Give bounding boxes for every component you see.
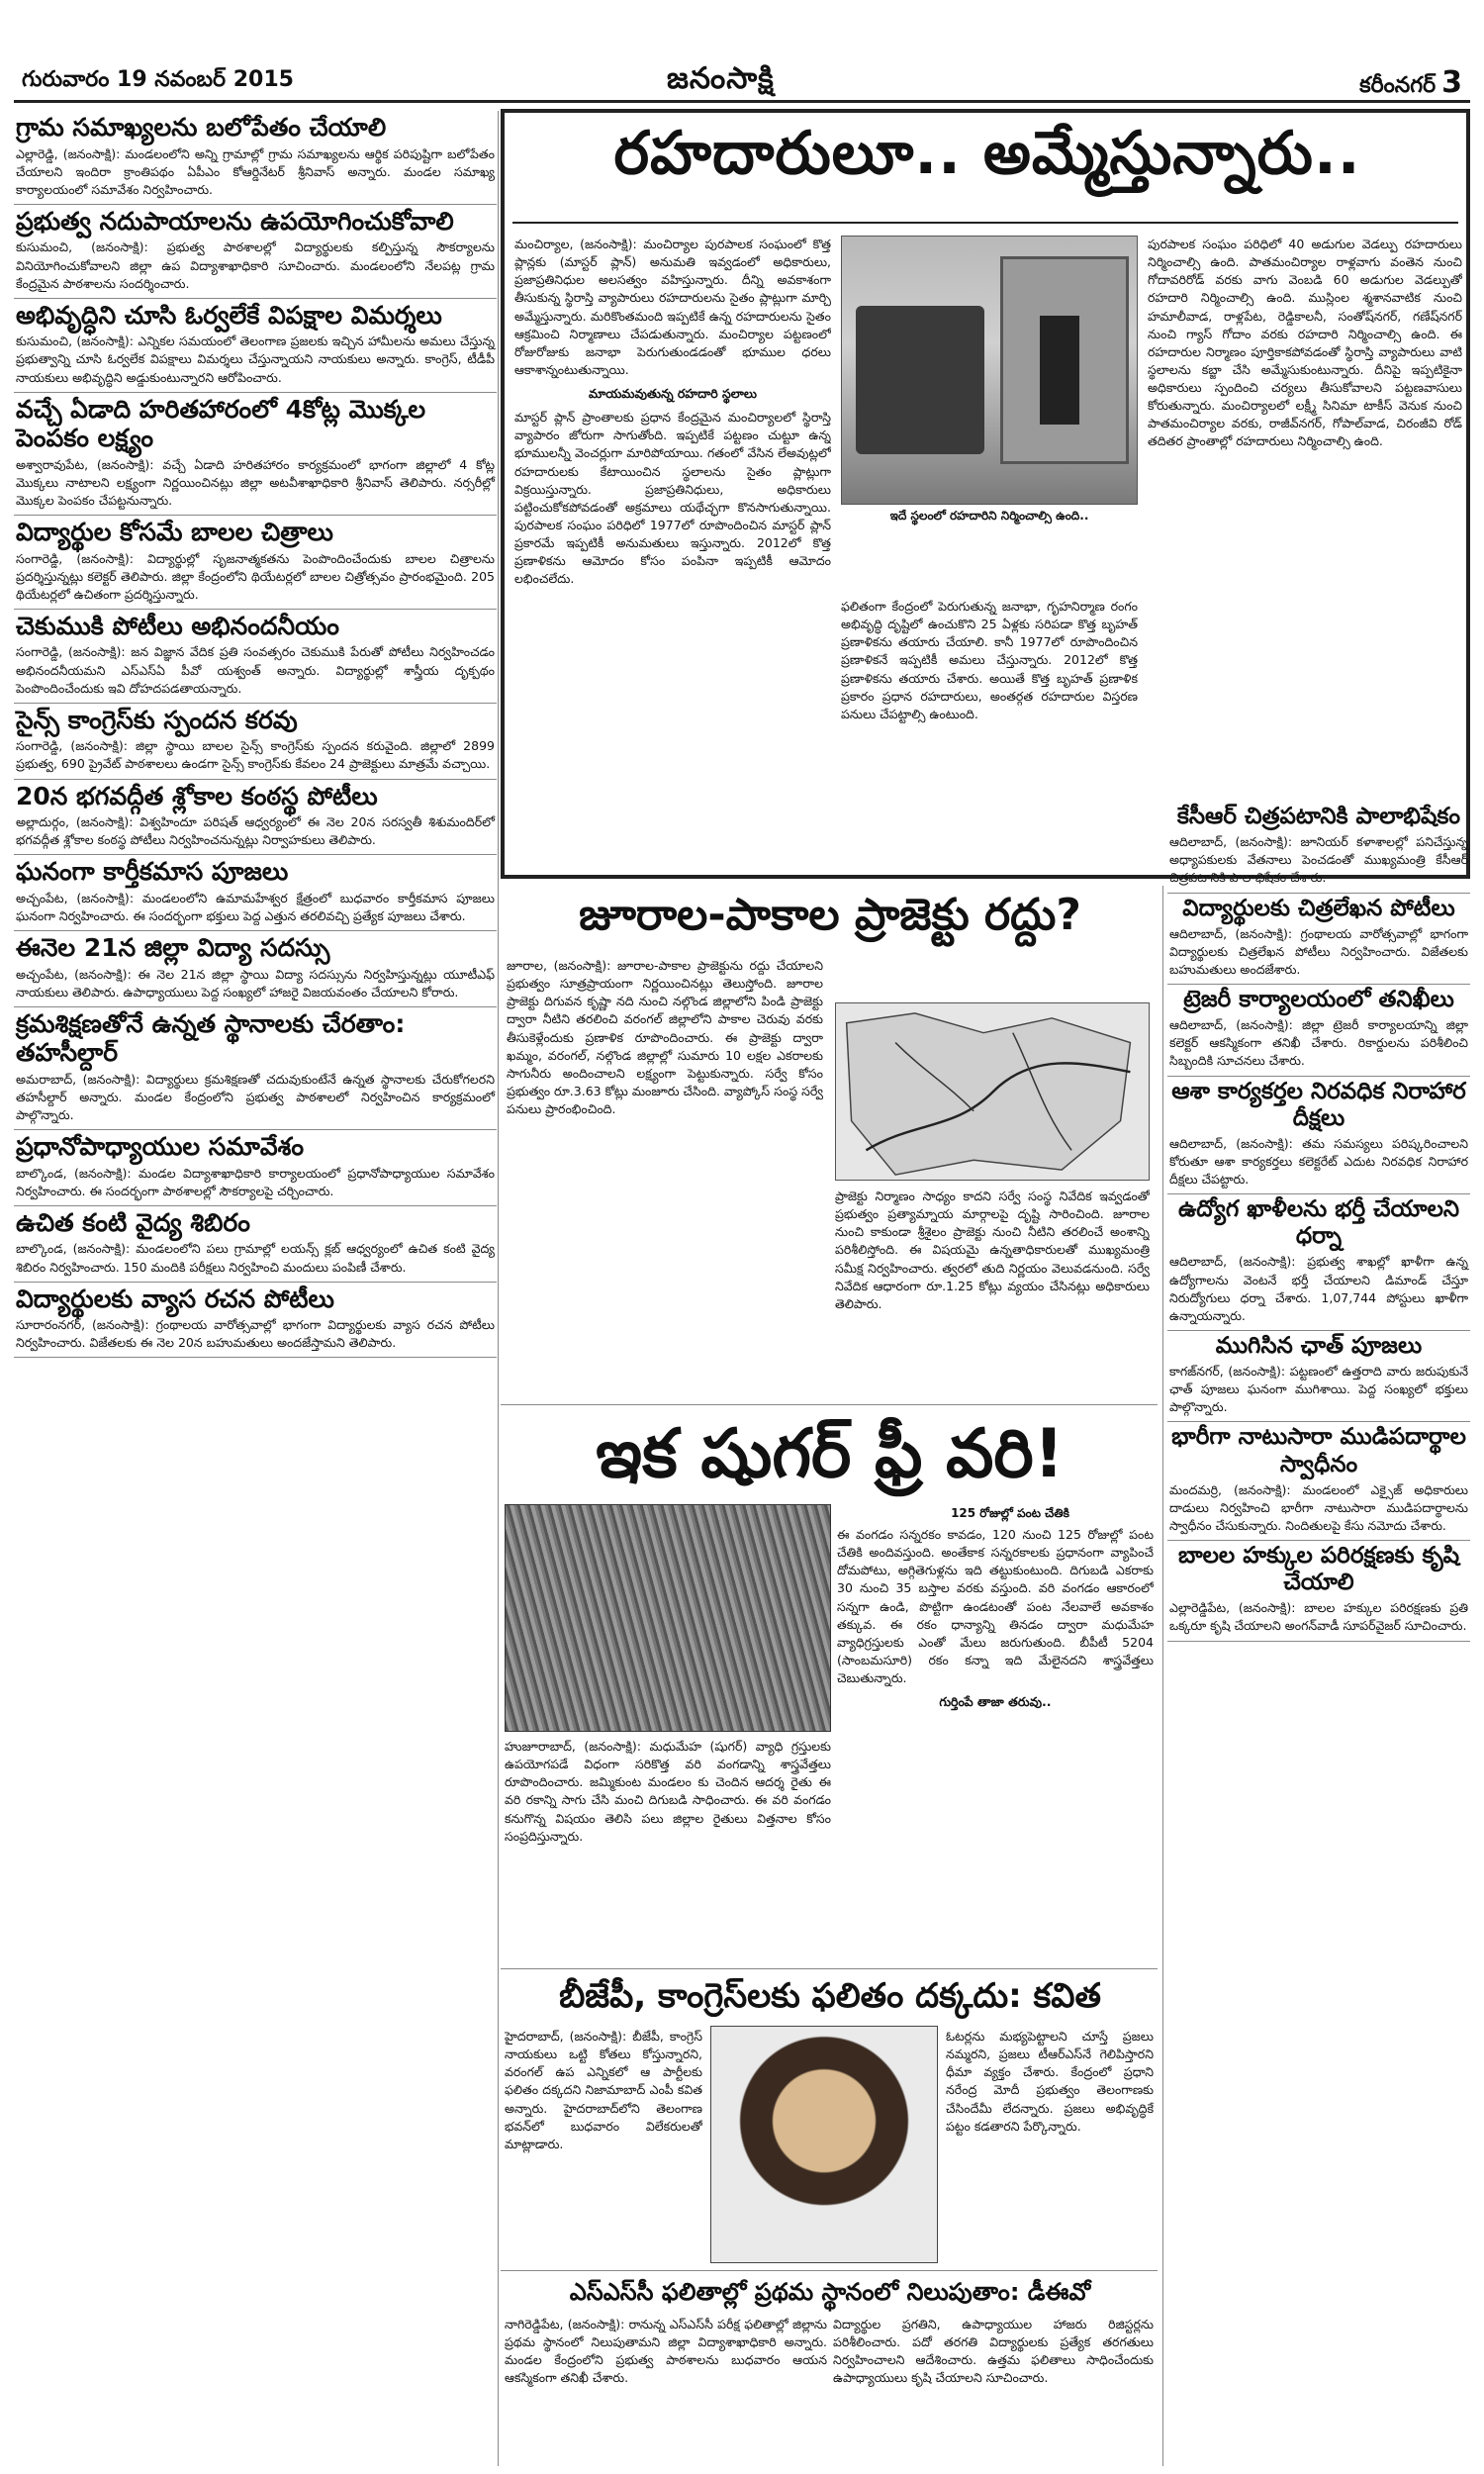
brief-body: అల్లాదుర్గం, (జనంసాక్షి): విశ్వహిందూ పరిషత్ ఆధ్వర్యంలో ఈ నెల 20న సరస్వతీ శిశుమందిర్‌లో భగవద్గీత శ్లోకాల కంఠస్థ పోటీలు నిర్వహించనున్నట్లు నిర్వాహకులు తెలిపారు. — [16, 814, 495, 848]
brief-body: అశ్వారావుపేట, (జనంసాక్షి): వచ్చే ఏడాది హరితహారం కార్యక్రమంలో భాగంగా జిల్లాలో 4 కోట్ల మొక్కలు నాటాలని లక్ష్యంగా నిర్ణయించినట్లు జిల్లా అటవీశాఖాధికారి శ్రీనివాస్ తెలిపారు. నర్సరీల్లో మొక్కల పెంపకం చేపట్టనున్నారు. — [16, 456, 495, 508]
jurala-map — [835, 1002, 1150, 1181]
kavitha-headline: బీజేపీ, కాంగ్రెస్‌లకు ఫలితం దక్కదు: కవిత — [559, 1976, 1101, 2016]
news-brief — [14, 393, 497, 516]
brief-headline: క్రమశిక్షణతోనే ఉన్నత స్థానాలకు చేరతాం: తహసీల్దార్ — [16, 1008, 406, 1068]
sugar-body-1: ఈ వంగడం సన్నరకం కావడం, 120 నుంచి 125 రోజుల్లో పంట చేతికి అందివస్తుంది. అంతేకాక సన్నరకాలకు ప్రధానంగా వ్యాపించే దోమపోటు, అగ్గితెగుళ్లను ఇది తట్టుకుంటుంది. దిగుబడి ఎకరాకు 30 నుంచి 35 బస్తాల వరకు వస్తుంది. వరి వంగడం ఆకారంలో సన్నగా ఉండి, పొట్టిగా ఉండటంతో పంట నేలవాలే అవకాశం తక్కువ. ఈ రకం ధాన్యాన్ని తినడం ద్వారా మధుమేహ వ్యాధిగ్రస్తులకు ఎంతో మేలు జరుగుతుంది. బీపీటీ 5204 (సాంబమసూరి) రకం కన్నా ఇది మేలైనదని శాస్త్రవేత్తలు చెబుతున్నారు. — [837, 1527, 1154, 1685]
brief-headline: ప్రభుత్వ నదుపాయాలను ఉపయోగించుకోవాలి — [16, 206, 454, 236]
news-brief — [1167, 1331, 1470, 1423]
brief-body: ఆదిలాబాద్, (జనంసాక్షి): తమ సమస్యలు పరిష్కరించాలని కోరుతూ ఆశా కార్యకర్తలు కలెక్టరేట్ ఎదుట నిరవధిక నిరాహార దీక్షలు చేపట్టారు. — [1169, 1135, 1468, 1187]
news-brief — [14, 931, 497, 1007]
jurala-article — [501, 886, 1158, 1405]
ssc-headline: ఎస్ఎస్‌సీ ఫలితాల్లో ప్రథమ స్థానంలో నిలుపుతాం: డీఈవో — [569, 2278, 1091, 2306]
news-brief — [1167, 802, 1470, 894]
rice-field-photo — [505, 1504, 831, 1732]
brief-body: అచ్చంపేట, (జనంసాక్షి): ఈ నెల 21న జిల్లా స్థాయి విద్యా సదస్సును నిర్వహిస్తున్నట్లు యూటీఎఫ్ నాయకులు తెలిపారు. ఉపాధ్యాయులు పెద్ద సంఖ్యలో హాజరై విజయవంతం చేయాలని కోరారు. — [16, 966, 495, 999]
door-shape — [1040, 316, 1079, 425]
map-graphic — [836, 1003, 1149, 1180]
brief-headline: చెకుముకి పోటీలు అభినందనీయం — [16, 611, 339, 640]
kavitha-text-1: హైదరాబాద్, (జనంసాక్షి): బీజేపీ, కాంగ్రెస్ నాయకులు ఒట్టి కోతలు కోస్తున్నారని, వరంగల్ ఉప ఎన్నికలో ఆ పార్టీలకు ఫలితం దక్కదని నిజామాబాద్ ఎంపీ కవిత అన్నారు. హైదరాబాద్‌లోని తెలంగాణ భవన్‌లో బుధవారం విలేకరులతో మాట్లాడారు. — [505, 2029, 702, 2151]
news-brief — [14, 704, 497, 780]
left-news-column — [14, 111, 497, 2466]
jurala-text-1: జూరాల, (జనంసాక్షి): జూరాల-పాకాల ప్రాజెక్టును రద్దు చేయాలని ప్రభుత్వం సూత్రప్రాయంగా నిర్ణయించినట్లు తెలుస్తోంది. జూరాల ప్రాజెక్టు దిగువన కృష్ణా నది నుంచి నల్గొండ జిల్లాలోని పిండి ప్రాజెక్టు ద్వారా నీటిని తరలించి వరంగల్ జిల్లాలోని పాకాల చెరువు వరకు తీసుకెళ్లేందుకు ప్రణాళిక రూపొందించారు. ఈ ప్రాజెక్టు ద్వారా ఖమ్మం, వరంగల్, నల్గొండ జిల్లాల్లో సుమారు 10 లక్షల ఎకరాలకు సాగునీరు అందించాలని లక్ష్యంగా పెట్టుకున్నారు. సర్వే కోసం ప్రభుత్వం రూ.3.63 కోట్లు మంజూరు చేసింది. వ్యాప్కోస్ సంస్థ సర్వే పనులు ప్రారంభించింది. — [507, 958, 823, 1116]
tractor-shape — [856, 306, 984, 454]
brief-headline: ఈనెల 21న జిల్లా విద్యా సదస్సు — [16, 933, 330, 962]
brief-body: కాగజ్‌నగర్, (జనంసాక్షి): పట్టణంలో ఉత్తరాది వారు జరుపుకునే ఛాత్ పూజలు ఘనంగా ముగిశాయి. పెద్ద సంఖ్యలో భక్తులు పాల్గొన్నారు. — [1169, 1364, 1468, 1415]
top-story-text-3: పురపాలక సంఘం పరిధిలో 40 అడుగుల వెడల్పు రహదారులు నిర్మించాల్సి ఉంది. పాతమంచిర్యాల రాళ్లవాగు వంతెన నుంచి గోదావరిరోడ్ వరకు వాగు వెంబడి 60 అడుగుల వెడల్పుతో రహదారి నిర్మించాల్సి ఉంది. ముస్లింల శ్మశానవాటిక నుంచి హమాలీవాడ, రాళ్లపేట, రెడ్డికాలనీ, సంతోష్‌నగర్, గణేష్‌నగర్ నుంచి గ్యాస్ గోదాం వరకు రహదారి నిర్మించాల్సి ఉంది. ఈ రహదారుల నిర్మాణం పూర్తికాకపోవడంతో స్థిరాస్తి వ్యాపారులు వాటి స్థలాలను కబ్జా చేసి అమ్మేసుకుంటున్నారు. దీనిపై ఇప్పటికైనా అధికారులు స్పందించి చర్యలు తీసుకోవాలని పట్టణవాసులు కోరుతున్నారు. మంచిర్యాలలో లక్ష్మీ సినిమా టాకీస్ వెనుక నుంచి పాతమంచిర్యాల వరకు, రాజీవ్‌నగర్, గోపాల్‌వాడ, చిరంజీవి రోడ్ తదితర ప్రాంతాల్లో రహదారులు నిర్మించాల్సి ఉంది. — [1148, 237, 1462, 449]
brief-body: ఆదిలాబాద్, (జనంసాక్షి): జిల్లా ట్రెజరీ కార్యాలయాన్ని జిల్లా కలెక్టర్ ఆకస్మికంగా తనిఖీ చేశారు. రికార్డులను పరిశీలించి సిబ్బందికి సూచనలు చేశారు. — [1169, 1017, 1468, 1069]
news-brief — [1167, 1077, 1470, 1195]
column-divider — [1162, 886, 1163, 2466]
news-brief — [1167, 1194, 1470, 1331]
brief-body: ఎల్లారెడ్డి, (జనంసాక్షి): మండలంలోని అన్ని గ్రామాల్లో గ్రామ సమాఖ్యలను ఆర్థిక పరిపుష్టిగా బలోపేతం చేయాలని ఇందిరా క్రాంతిపథం ఏపీఎం కోఆర్డినేటర్ శ్రీనివాస్ అన్నారు. మండల సమాఖ్య కార్యాలయంలో సమావేశం నిర్వహించారు. — [16, 145, 495, 197]
brief-body: ఆదిలాబాద్, (జనంసాక్షి): గ్రంథాలయ వారోత్సవాల్లో భాగంగా విద్యార్థులకు చిత్రలేఖన పోటీలు నిర్వహించారు. విజేతలకు బహుమతులు అందజేశారు. — [1169, 925, 1468, 977]
brief-headline: విద్యార్థుల కోసమే బాలల చిత్రాలు — [16, 518, 333, 546]
news-brief — [14, 111, 497, 205]
jurala-headline: జూరాల-పాకాల ప్రాజెక్టు రద్దు? — [579, 890, 1081, 940]
brief-headline: ఘనంగా కార్తీకమాస పూజలు — [16, 857, 289, 887]
brief-body: బాల్కొండ, (జనంసాక్షి): మండల విద్యాశాఖాధికారి కార్యాలయంలో ప్రధానోపాధ్యాయుల సమావేశం నిర్వహించారు. ఈ సందర్భంగా పాఠశాలల్లో సౌకర్యాలపై చర్చించారు. — [16, 1165, 495, 1198]
brief-headline: భారీగా నాటుసారా ముడిపదార్థాల స్వాధీనం — [1171, 1424, 1466, 1477]
ssc-article — [501, 2276, 1158, 2466]
brief-headline: ట్రెజరీ కార్యాలయంలో తనిఖీలు — [1183, 987, 1454, 1012]
brief-body: సంగారెడ్డి, (జనంసాక్షి): విద్యార్థుల్లో సృజనాత్మకతను పెంపొందించేందుకు బాలల చిత్రాలను ప్రదర్శిస్తున్నట్లు కలెక్టర్ తెలిపారు. జిల్లా కేంద్రంలోని థియేటర్లలో బాలల చిత్రోత్సవం ప్రారంభమైంది. 205 థియేటర్లలో ఉచితంగా ప్రదర్శిస్తున్నారు. — [16, 550, 495, 602]
top-story-photo-caption: ఇదే స్థలంలో రహదారిని నిర్మించాల్సి ఉంది.. — [889, 509, 1089, 523]
top-story-text-1b: మాస్టర్ ప్లాన్ ప్రాంతాలకు ప్రధాన కేంద్రమైన మంచిర్యాలలో స్థిరాస్తి వ్యాపారం జోరుగా సాగుతోంది. ఇప్పటికే పట్టణం చుట్టూ ఉన్న భూములన్నీ వెంచర్లుగా మారిపోయాయి. గతంలో వేసిన లేఅవుట్లలో రహదారులకు కేటాయించిన స్థలాలను సైతం ప్లాట్లుగా విక్రయిస్తున్నారు. ప్రజాప్రతినిధులు, అధికారులు పట్టించుకోకపోవడంతో అక్రమాలు యథేచ్ఛగా కొనసాగుతున్నాయి. పురపాలక సంఘం పరిధిలో 1977లో రూపొందించిన మాస్టర్ ప్లాన్ ప్రకారమే ఇప్పటికీ అనుమతులు ఇస్తున్నారు. 2012లో కొత్త ప్రణాళికను ఆమోదం కోసం పంపినా ఇప్పటికీ ఆమోదం లభించలేదు. — [514, 410, 831, 587]
brief-body: కుసుమంచి, (జనంసాక్షి): ఎన్నికల సమయంలో తెలంగాణ ప్రజలకు ఇచ్చిన హామీలను అమలు చేస్తున్న ప్రభుత్వాన్ని చూసి ఓర్వలేక విపక్షాలు విమర్శలు చేస్తున్నాయని నాయకులు అన్నారు. కాంగ్రెస్, టీడీపీ నాయకులు అభివృద్ధిని అడ్డుకుంటున్నారని ఆరోపించారు. — [16, 333, 495, 385]
sugar-text-1 — [837, 1526, 1154, 1961]
brief-headline: అభివృద్ధిని చూసి ఓర్వలేకే విపక్షాల విమర్శలు — [16, 300, 442, 330]
brief-headline: కేసీఆర్ చిత్రపటానికి పాలాభిషేకం — [1176, 804, 1461, 829]
news-brief — [1167, 985, 1470, 1077]
ssc-text-2: విద్యార్థుల ప్రగతిని, ఉపాధ్యాయుల హాజరు రిజిస్టర్లను పరిశీలించారు. పదో తరగతి విద్యార్థులకు ప్రత్యేక తరగతులు నిర్వహించాలని ఆదేశించారు. ఉత్తమ ఫలితాలు సాధించేందుకు ఉపాధ్యాయులు కృషి చేయాలని సూచించారు. — [833, 2317, 1154, 2386]
kavitha-text-2: ఓటర్లను మభ్యపెట్టాలని చూస్తే ప్రజలు నమ్మరని, ప్రజలు టీఆర్ఎస్‌నే గెలిపిస్తారని ధీమా వ్యక్తం చేశారు. కేంద్రంలో ప్రధాని నరేంద్ర మోదీ ప్రభుత్వం తెలంగాణకు చేసిందేమీ లేదన్నారు. ప్రజలు అభివృద్ధికే పట్టం కడతారని పేర్కొన్నారు. — [946, 2029, 1154, 2134]
kavitha-article — [501, 1974, 1158, 2271]
column-divider — [498, 111, 499, 2466]
paper-logo: జనంసాక్షి — [667, 61, 775, 96]
brief-body: ఆదిలాబాద్, (జనంసాక్షి): ప్రభుత్వ శాఖల్లో ఖాళీగా ఉన్న ఉద్యోగాలను వెంటనే భర్తీ చేయాలని డిమాండ్ చేస్తూ నిరుద్యోగులు ధర్నా చేశారు. 1,07,744 పోస్టులు ఖాళీగా ఉన్నాయన్నారు. — [1169, 1254, 1468, 1323]
ssc-text-1: నాగిరెడ్డిపేట, (జనంసాక్షి): రానున్న ఎస్ఎస్‌సీ పరీక్ష ఫలితాల్లో జిల్లాను ప్రథమ స్థానంలో నిలుపుతామని జిల్లా విద్యాశాఖాధికారి అన్నారు. మండల కేంద్రంలోని ప్రభుత్వ పాఠశాలను బుధవారం ఆయన ఆకస్మికంగా తనిఖీ చేశారు. — [505, 2317, 827, 2386]
brief-headline: ప్రధానోపాధ్యాయుల సమావేశం — [16, 1132, 305, 1162]
brief-headline: విద్యార్థులకు చిత్రలేఖన పోటీలు — [1182, 895, 1455, 921]
brief-headline: సైన్స్ కాంగ్రెస్‌కు స్పందన కరవు — [16, 705, 298, 734]
brief-headline: గ్రామ సమాఖ్యలను బలోపేతం చేయాలి — [16, 113, 387, 142]
top-story-column-1 — [514, 236, 831, 869]
brief-headline: బాలల హక్కుల పరిరక్షణకు కృషి చేయాలి — [1177, 1543, 1460, 1596]
sugar-text-2: హుజూరాబాద్, (జనంసాక్షి): మధుమేహ (షుగర్) వ్యాధి గ్రస్తులకు ఉపయోగపడే విధంగా సరికొత్త వరి వంగడాన్ని శాస్త్రవేత్తలు రూపొందించారు. జమ్మికుంట మండలం కు చెందిన ఆదర్శ రైతు ఈ వరి రకాన్ని సాగు చేసి మంచి దిగుబడి సాధించారు. ఈ వరి వంగడం కనుగొన్న విషయం తెలిసి పలు జిల్లాల రైతులు విత్తనాల కోసం సంప్రదిస్తున్నారు. — [505, 1739, 831, 1844]
brief-headline: ఉచిత కంటి వైద్య శిబిరం — [16, 1207, 250, 1237]
edition-name: కరీంనగర్ — [1359, 73, 1437, 98]
sugar-free-rice-article — [501, 1415, 1158, 1969]
page-number: 3 — [1441, 65, 1462, 100]
top-story-text-1: మంచిర్యాల, (జనంసాక్షి): మంచిర్యాల పురపాలక సంఘంలో కొత్త ప్లాన్లకు (మాస్టర్ ప్లాన్) అనుమతి ఇవ్వడంలో అధికారులు, ప్రజాప్రతినిధుల అలసత్వం వహిస్తున్నారు. దీన్ని అవకాశంగా తీసుకున్న స్థిరాస్తి వ్యాపారులు రహదారులను సైతం ప్లాట్లుగా మార్చి అమ్మేస్తున్నారు. మరికొంతమంది ఇప్పటికే ఉన్న రహదారులను సైతం ఆక్రమించి నిర్మాణాలు చేపడుతున్నారు. మంచిర్యాల పట్టణంలో రోజురోజుకు జనాభా పెరుగుతుండడంతో భూముల ధరలు ఆకాశాన్నంటుతున్నాయి. — [514, 237, 831, 377]
issue-date: గురువారం 19 నవంబర్ 2015 — [22, 67, 294, 92]
news-brief — [1167, 894, 1470, 986]
news-brief — [14, 780, 497, 856]
kavitha-portrait — [710, 2026, 938, 2263]
top-story-column-2 — [841, 598, 1138, 869]
news-brief — [14, 1206, 497, 1283]
news-brief — [14, 610, 497, 704]
brief-headline: ముగిసిన ఛాత్ పూజలు — [1215, 1332, 1423, 1359]
brief-headline: ఉద్యోగ ఖాళీలను భర్తీ చేయాలని ధర్నా — [1177, 1196, 1460, 1250]
top-story-subhead: మాయమవుతున్న రహదారి స్థలాలు — [588, 386, 758, 401]
news-brief — [14, 1130, 497, 1206]
news-brief — [14, 516, 497, 610]
brief-body: ఆదిలాబాద్, (జనంసాక్షి): జూనియర్ కళాశాలల్లో పనిచేస్తున్న అధ్యాపకులకు వేతనాలు పెంచడంతో ముఖ్యమంత్రి కేసీఆర్ చిత్రపటానికి పాలాభిషేకం చేశారు. — [1169, 834, 1468, 886]
news-brief — [1167, 1541, 1470, 1642]
brief-body: సూరారంనగర్, (జనంసాక్షి): గ్రంథాలయ వారోత్సవాల్లో భాగంగా విద్యార్థులకు వ్యాస రచన పోటీలు నిర్వహించారు. విజేతలకు ఈ నెల 20న బహుమతులు అందజేస్తామని తెలిపారు. — [16, 1317, 495, 1351]
brief-body: కుసుమంచి, (జనంసాక్షి): ప్రభుత్వ పాఠశాలల్లో విద్యార్థులకు కల్పిస్తున్న సౌకర్యాలను వినియోగించుకోవాలని జిల్లా ఉప విద్యాశాఖాధికారి సూచించారు. మండలంలోని నేలపట్ల గ్రామ కేంద్రమైన పాఠశాలను సందర్శించారు. — [16, 239, 495, 291]
top-story-headline: రహదారులూ.. అమ్మేస్తున్నారు.. — [613, 119, 1361, 188]
news-brief — [14, 205, 497, 299]
brief-headline: వచ్చే ఏడాది హరితహారంలో 4కోట్ల మొక్కల పెంపకం లక్ష్యం — [16, 394, 426, 453]
edition-label — [1359, 65, 1462, 103]
brief-headline: 20న భగవద్గీత శ్లోకాల కంఠస్థ పోటీలు — [16, 781, 378, 810]
top-story-column-3 — [1148, 236, 1462, 869]
brief-body: ఎల్లారెడ్డిపేట, (జనంసాక్షి): బాలల హక్కుల పరిరక్షణకు ప్రతి ఒక్కరూ కృషి చేయాలని అంగన్‌వాడీ సూపర్‌వైజర్ సూచించారు. — [1169, 1600, 1468, 1634]
news-brief — [14, 299, 497, 393]
sugar-headline: ఇక షుగర్ ఫ్రీ వరి! — [596, 1415, 1065, 1493]
brief-headline: ఆశా కార్యకర్తల నిరవధిక నిరాహార దీక్షలు — [1171, 1078, 1466, 1131]
brief-body: అచ్చంపేట, (జనంసాక్షి): మండలంలోని ఉమామహేశ్వర క్షేత్రంలో బుధవారం కార్తీకమాస పూజలు ఘనంగా నిర్వహించారు. ఈ సందర్భంగా భక్తులు పెద్ద ఎత్తున తరలివచ్చి ప్రత్యేక పూజలు చేశారు. — [16, 890, 495, 923]
news-brief — [14, 1007, 497, 1130]
top-story-box — [501, 109, 1470, 879]
brief-body: మందమర్రి, (జనంసాక్షి): మండలంలో ఎక్సైజ్ అధికారులు దాడులు నిర్వహించి భారీగా నాటుసారా ముడిపదార్థాలను స్వాధీనం చేసుకున్నారు. నిందితులపై కేసు నమోదు చేశారు. — [1169, 1481, 1468, 1533]
news-brief — [14, 1283, 497, 1359]
brief-body: బాల్కొండ, (జనంసాక్షి): మండలంలోని పలు గ్రామాల్లో లయన్స్ క్లబ్ ఆధ్వర్యంలో ఉచిత కంటి వైద్య శిబిరం నిర్వహించారు. 150 మందికి పరీక్షలు నిర్వహించి మందులు పంపిణీ చేశారు. — [16, 1241, 495, 1275]
sugar-subhead: గుర్తింపే తాజా తరువు.. — [939, 1694, 1052, 1710]
right-news-column — [1167, 802, 1470, 2466]
news-brief — [1167, 1422, 1470, 1541]
sugar-photo-caption: 125 రోజుల్లో పంట చేతికి — [951, 1506, 1069, 1520]
masthead — [14, 59, 1470, 103]
brief-body: సంగారెడ్డి, (జనంసాక్షి): జన విజ్ఞాన వేదిక ప్రతి సంవత్సరం చెకుముకి పేరుతో పోటీలు నిర్వహించడం అభినందనీయమని ఎస్ఎస్ఏ పీవో యశ్వంత్ అన్నారు. విద్యార్థుల్లో శాస్త్రీయ దృక్పథం పెంపొందించేందుకు ఇవి దోహదపడతాయన్నారు. — [16, 644, 495, 696]
brief-headline: విద్యార్థులకు వ్యాస రచన పోటీలు — [16, 1284, 334, 1313]
top-story-text-2: ఫలితంగా కేంద్రంలో పెరుగుతున్న జనాభా, గృహనిర్మాణ రంగం అభివృద్ధి దృష్టిలో ఉంచుకొని 25 ఏళ్లకు సరిపడా కొత్త బృహత్ ప్రణాళికను తయారు చేయాలి. కానీ 1977లో రూపొందించిన ప్రణాళికనే ఇప్పటికీ అమలు చేస్తున్నారు. 2012లో కొత్త ప్రణాళికను తయారు చేశారు. అయితే కొత్త బృహత్ ప్రణాళిక ప్రకారం ప్రధాన రహదారులు, అంతర్గత రహదారుల విస్తరణ పనులు చేపట్టాల్సి ఉంటుంది. — [841, 599, 1138, 721]
news-brief — [14, 855, 497, 931]
brief-body: సంగారెడ్డి, (జనంసాక్షి): జిల్లా స్థాయి బాలల సైన్స్ కాంగ్రెస్‌కు స్పందన కరువైంది. జిల్లాలో 2899 ప్రభుత్వ, 690 ప్రైవేట్ పాఠశాలలు ఉండగా సైన్స్ కాంగ్రెస్‌కు కేవలం 24 ప్రాజెక్టులు మాత్రమే వచ్చాయి. — [16, 738, 495, 772]
jurala-text-2: ప్రాజెక్టు నిర్మాణం సాధ్యం కాదని సర్వే సంస్థ నివేదిక ఇవ్వడంతో ప్రభుత్వం ప్రత్యామ్నాయ మార్గాలపై దృష్టి సారించింది. జూరాల నుంచి కాకుండా శ్రీశైలం ప్రాజెక్టు నుంచి నీటిని తరలించే అంశాన్ని పరిశీలిస్తోంది. ఈ విషయమై ఉన్నతాధికారులతో ముఖ్యమంత్రి సమీక్ష నిర్వహించారు. త్వరలో తుది నిర్ణయం వెలువడనుంది. సర్వే నివేదిక ఆధారంగా రూ.1.25 కోట్లు వ్యయం చేసినట్లు అధికారులు తెలిపారు. — [835, 1189, 1150, 1311]
top-story-photo — [841, 236, 1138, 505]
brief-body: అమరాబాద్, (జనంసాక్షి): విద్యార్థులు క్రమశిక్షణతో చదువుకుంటేనే ఉన్నత స్థానాలకు చేరుకోగలరని తహసీల్దార్ అన్నారు. మండల కేంద్రంలోని ప్రభుత్వ పాఠశాలలో నిర్వహించిన కార్యక్రమంలో పాల్గొన్నారు. — [16, 1071, 495, 1122]
headline-rule — [512, 222, 1458, 224]
